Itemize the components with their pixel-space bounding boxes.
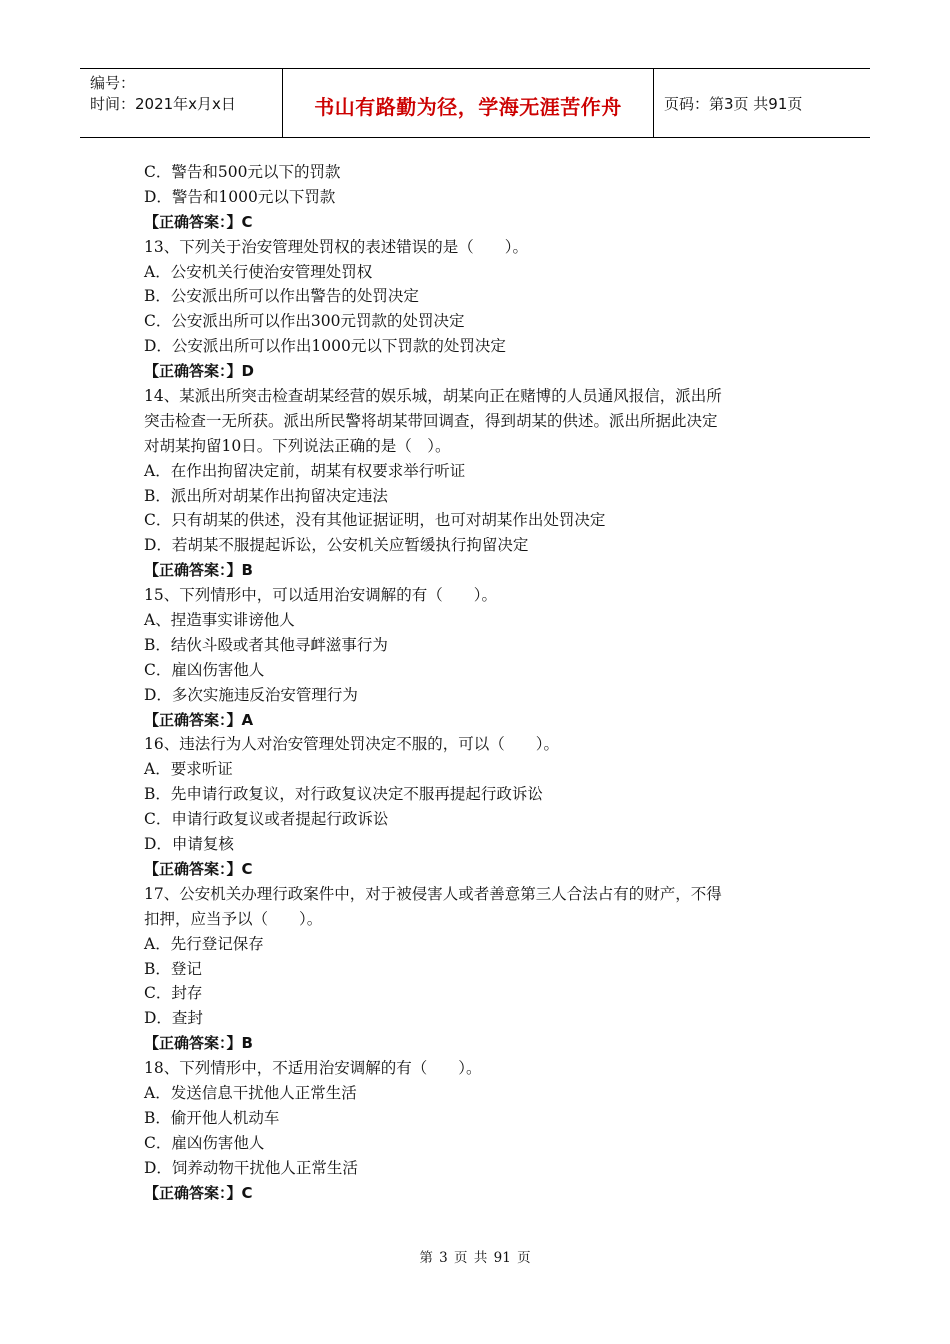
document-date-label: 时间：2021年x月x日 [90,95,236,113]
option-line: D．查封 [144,1009,203,1028]
option-line: B．偷开他人机动车 [144,1108,280,1127]
question-text: 扣押，应当予以（ ）。 [144,909,323,928]
option-line: C．公安派出所可以作出300元罚款的处罚决定 [144,312,465,331]
question-text: 14、某派出所突击检查胡某经营的娱乐城，胡某向正在赌博的人员通风报信，派出所 [144,387,722,406]
header-motto-cell [282,69,654,137]
question-list [144,160,804,1205]
answer-line: 【正确答案：】B [144,1034,253,1053]
header-page-number: 页码：第3页 共91页 [664,95,803,113]
option-line: C．雇凶伤害他人 [144,1133,265,1152]
option-line: C．警告和500元以下的罚款 [144,163,341,181]
option-line: A．要求听证 [144,760,233,779]
question-text: 18、下列情形中，不适用治安调解的有（ ）。 [144,1059,482,1078]
option-line: C．雇凶伤害他人 [144,660,265,679]
option-line: C．申请行政复议或者提起行政诉讼 [144,810,389,829]
option-line: B．先申请行政复议，对行政复议决定不服再提起行政诉讼 [144,785,543,804]
option-line: B．派出所对胡某作出拘留决定违法 [144,486,388,505]
question-text: 对胡某拘留10日。下列说法正确的是（ ）。 [144,436,451,455]
answer-line: 【正确答案：】A [144,710,254,729]
header-meta [80,69,282,137]
option-line: A．先行登记保存 [144,934,264,953]
answer-line: 【正确答案：】C [144,1183,253,1202]
option-line: A、捏造事实诽谤他人 [144,611,295,630]
header-motto: 书山有路勤为径，学海无涯苦作舟 [314,95,622,119]
option-line: D．饲养动物干扰他人正常生活 [144,1158,358,1177]
option-line: C．只有胡某的供述，没有其他证据证明，也可对胡某作出处罚决定 [144,511,606,530]
option-line: B．公安派出所可以作出警告的处罚决定 [144,287,419,306]
question-text: 13、下列关于治安管理处罚权的表述错误的是（ ）。 [144,237,528,256]
option-line: D．公安派出所可以作出1000元以下罚款的处罚决定 [144,337,506,356]
option-line: D．多次实施违反治安管理行为 [144,685,358,704]
answer-line: 【正确答案：】D [144,362,254,381]
option-line: D．若胡某不服提起诉讼，公安机关应暂缓执行拘留决定 [144,536,529,555]
page-footer: 第 3 页 共 91 页 [419,1250,531,1266]
question-text: 16、违法行为人对治安管理处罚决定不服的，可以（ ）。 [144,735,559,754]
header-page-cell [654,69,870,137]
answer-line: 【正确答案：】B [144,561,253,580]
option-line: B．登记 [144,959,202,978]
option-line: B．结伙斗殴或者其他寻衅滋事行为 [144,635,388,654]
option-line: A．发送信息干扰他人正常生活 [144,1083,357,1102]
answer-line: 【正确答案：】C [144,212,253,231]
question-text: 15、下列情形中，可以适用治安调解的有（ ）。 [144,586,497,605]
document-number-label: 编号： [90,74,136,92]
option-line: D．警告和1000元以下罚款 [144,187,336,206]
option-line: A．公安机关行使治安管理处罚权 [144,262,373,281]
page-header [80,68,870,138]
answer-line: 【正确答案：】C [144,859,253,878]
question-text: 17、公安机关办理行政案件中，对于被侵害人或者善意第三人合法占有的财产，不得 [144,884,722,903]
question-text: 突击检查一无所获。派出所民警将胡某带回调查，得到胡某的供述。派出所据此决定 [144,411,718,430]
option-line: A．在作出拘留决定前，胡某有权要求举行听证 [144,461,466,480]
option-line: C．封存 [144,984,203,1003]
option-line: D．申请复核 [144,835,234,854]
